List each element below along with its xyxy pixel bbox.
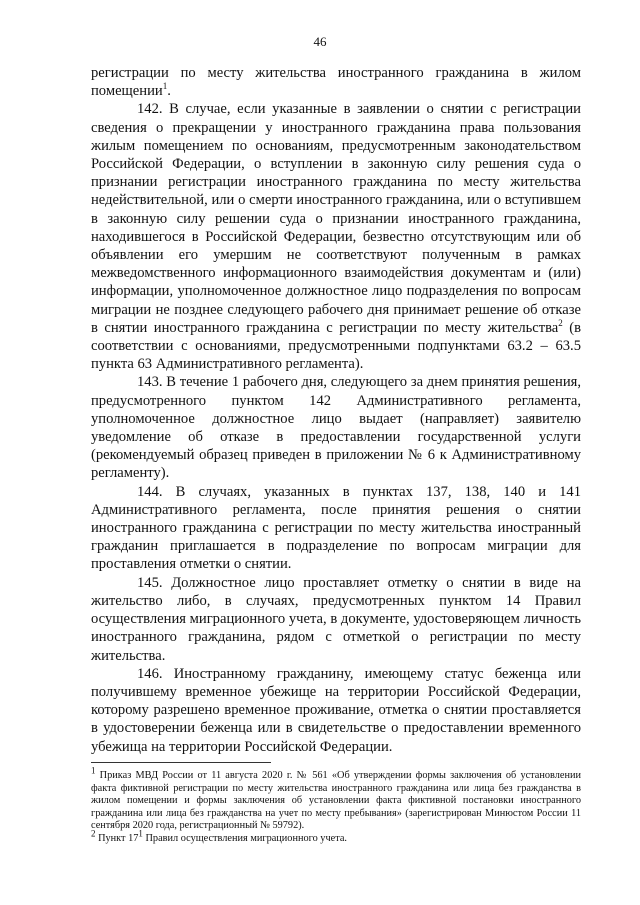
paragraph-144 [91, 483, 581, 574]
paragraph-text: 144. В случаях, указанных в пунктах 137, 138, 140 и 141 Административного регламента, после принятия решения о снятии иностранного гражданина с регистрации по месту жительства иностранный гражданин приглашается в подразделение по вопросам миграции для проставления отметки о снятии. [91, 483, 581, 573]
paragraph-146 [91, 665, 581, 756]
footnote-inner-sup: 1 [138, 828, 143, 839]
page-number: 46 [313, 34, 327, 49]
footnote-text: Приказ МВД России от 11 августа 2020 г. № 561 «Об утверждении формы заключения об установлении факта фиктивной регистрации по месту жительства иностранного гражданина или лица без гражданства в жилом помещении и формы заключения об установлении факта фиктивной постановки иностранного гражданина или лица без гражданства на учет по месту пребывания» (зарегистрирован Минюстом России 11 сентября 2020 года, регистрационный № 59792). [91, 770, 581, 832]
footnote-text-after: Правил осуществления миграционного учета. [142, 832, 347, 844]
footnote-1 [91, 765, 581, 833]
footnotes [91, 765, 581, 846]
paragraph-145 [91, 574, 581, 665]
paragraph-143 [91, 373, 581, 482]
paragraph-text-after: (в соответствии с основаниями, предусмотренными подпунктами 63.2 – 63.5 пункта 63 Административного регламента). [91, 319, 582, 373]
footnote-mark: 1 [91, 765, 96, 776]
paragraph-142 [91, 100, 581, 373]
paragraph-text: 146. Иностранному гражданину, имеющему статус беженца или получившему временное убежище на территории Российской Федерации, которому разрешено временное проживание, отметка о снятии проставляется в удостоверении беженца или в свидетельстве о предоставлении временного убежища на территории Российской Федерации. [91, 665, 581, 755]
footnote-ref: 1 [162, 81, 168, 92]
paragraph-text: 145. Должностное лицо проставляет отметку о снятии в виде на жительство либо, в случаях, предусмотренных пунктом 14 Правил осуществления миграционного учета, в документе, удостоверяющем личность иностранного гражданина, рядом с отметкой о регистрации по месту жительства. [91, 574, 581, 664]
paragraph-text: 143. В течение 1 рабочего дня, следующего за днем принятия решения, предусмотренного пунктом 142 Административного регламента, уполномоченное должностное лицо выдает (направляет) заявителю уведомление об отказе в предоставлении государственной услуги (рекомендуемый образец приведен в приложении № 6 к Административному регламенту). [91, 374, 581, 482]
footnote-mark: 2 [91, 828, 96, 839]
paragraph-text-after: . [167, 83, 171, 100]
footnote-ref: 2 [558, 317, 563, 328]
footnote-separator [91, 762, 271, 763]
footnote-text: Пункт 17 [95, 832, 139, 844]
paragraph-text: регистрации по месту жительства иностранного гражданина в жилом помещении [91, 65, 581, 100]
paragraph-0 [91, 64, 581, 100]
paragraph-text: 142. В случае, если указанные в заявлении о снятии с регистрации сведения о прекращении у иностранного гражданина права пользования жилым помещением по основаниям, предусмотренным законодательством Российской Федерации, о вступлении в законную силу решения суда о признании регистрации иностранного гражданина по месту жительства недействительной, или о смерти иностранного гражданина, или о вступившем в законную силу решении суда о признании иностранного гражданина, находившегося в Российской Федерации, безвестно отсутствующим или об объявлении его умершим не соответствуют полученным в рамках межведомственного информационного взаимодействия документам и (или) информации, уполномоченное должностное лицо подразделения по вопросам миграции не позднее следующего рабочего дня принимает решение об отказе в снятии иностранного гражданина с регистрации по месту жительства [91, 101, 581, 336]
body-text [91, 64, 581, 756]
footnote-2 [91, 828, 581, 846]
